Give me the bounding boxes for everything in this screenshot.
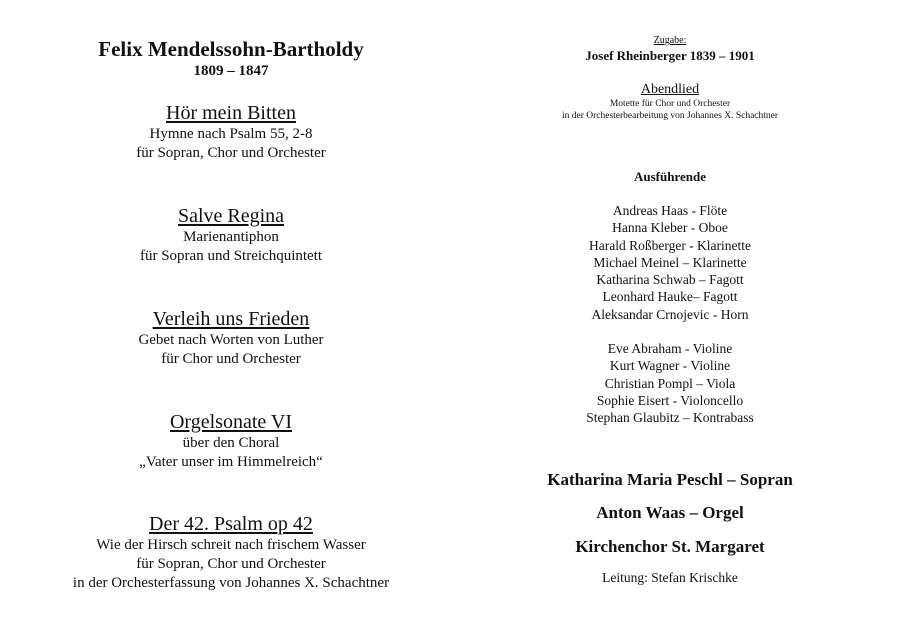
work-description: über den Choral	[182, 435, 280, 451]
work-description: in der Orchesterfassung von Johannes X. Schachtner	[72, 575, 390, 591]
soloist	[470, 470, 870, 490]
performer-entry: Aleksandar Crnojevic - Horn	[591, 306, 749, 322]
work-1	[18, 101, 444, 163]
strings-list	[470, 340, 870, 426]
work-description: Wie der Hirsch schreit nach frischem Wasser	[96, 537, 366, 553]
encore-work-description: Motette für Chor und Orchester	[609, 99, 731, 109]
performers-heading-text: Ausführende	[633, 169, 706, 184]
choir-name: Kirchenchor St. Margaret	[575, 537, 765, 556]
performer-entry: Eve Abraham - Violine	[607, 341, 733, 356]
soloist-name: Katharina Maria Peschl – Sopran	[547, 470, 793, 489]
work-description: für Sopran und Streichquintett	[139, 248, 323, 264]
choir	[470, 537, 870, 557]
performer-entry: Kurt Wagner - Violine	[609, 358, 731, 374]
encore-composer: Josef Rheinberger 1839 – 1901	[585, 48, 755, 63]
performer-entry: Katharina Schwab – Fagott	[596, 272, 744, 288]
work-description: Hymne nach Psalm 55, 2-8	[149, 126, 313, 142]
organist	[470, 503, 870, 523]
work-description: für Sopran, Chor und Orchester	[136, 145, 326, 161]
work-3	[18, 307, 444, 369]
work-title: Der 42. Psalm op 42	[149, 513, 313, 535]
encore-work-description: in der Orchesterbearbeitung von Johannes X. Schachtner	[561, 111, 779, 121]
performer-entry: Michael Meinel – Klarinette	[593, 254, 747, 270]
performer-entry: Sophie Eisert - Violoncello	[596, 392, 744, 408]
work-2	[18, 204, 444, 266]
encore-work	[470, 81, 870, 122]
work-title: Verleih uns Frieden	[152, 308, 310, 330]
conductor	[470, 569, 870, 586]
organist-name: Anton Waas – Orgel	[596, 503, 744, 522]
performer-entry: Harald Roßberger - Klarinette	[588, 237, 752, 253]
encore-header	[470, 35, 870, 64]
work-description: Gebet nach Worten von Luther	[138, 332, 324, 348]
work-title: Salve Regina	[177, 205, 285, 227]
performer-entry: Stephan Glaubitz – Kontrabass	[586, 410, 754, 426]
performer-entry: Christian Pompl – Viola	[604, 375, 736, 391]
performers-heading	[470, 169, 870, 185]
performer-entry: Leonhard Hauke– Fagott	[602, 289, 738, 305]
encore-work-title: Abendlied	[640, 82, 700, 97]
work-4	[18, 410, 444, 472]
work-title: Orgelsonate VI	[169, 411, 292, 433]
composer-name: Felix Mendelssohn-Bartholdy	[98, 37, 364, 61]
work-5	[18, 512, 444, 593]
composer-years: 1809 – 1847	[193, 63, 269, 79]
work-description: für Sopran, Chor und Orchester	[136, 556, 326, 572]
encore-label: Zugabe:	[653, 35, 687, 46]
work-description: für Chor und Orchester	[161, 351, 301, 367]
composer-header	[18, 37, 444, 81]
work-title: Hör mein Bitten	[166, 102, 296, 124]
work-description: „Vater unser im Himmelreich“	[139, 454, 323, 470]
performer-entry: Andreas Haas - Flöte	[612, 203, 728, 218]
conductor-name: Leitung: Stefan Krischke	[602, 570, 738, 585]
winds-list	[470, 202, 870, 323]
work-description: Marienantiphon	[183, 229, 279, 245]
performer-entry: Hanna Kleber - Oboe	[612, 220, 728, 236]
